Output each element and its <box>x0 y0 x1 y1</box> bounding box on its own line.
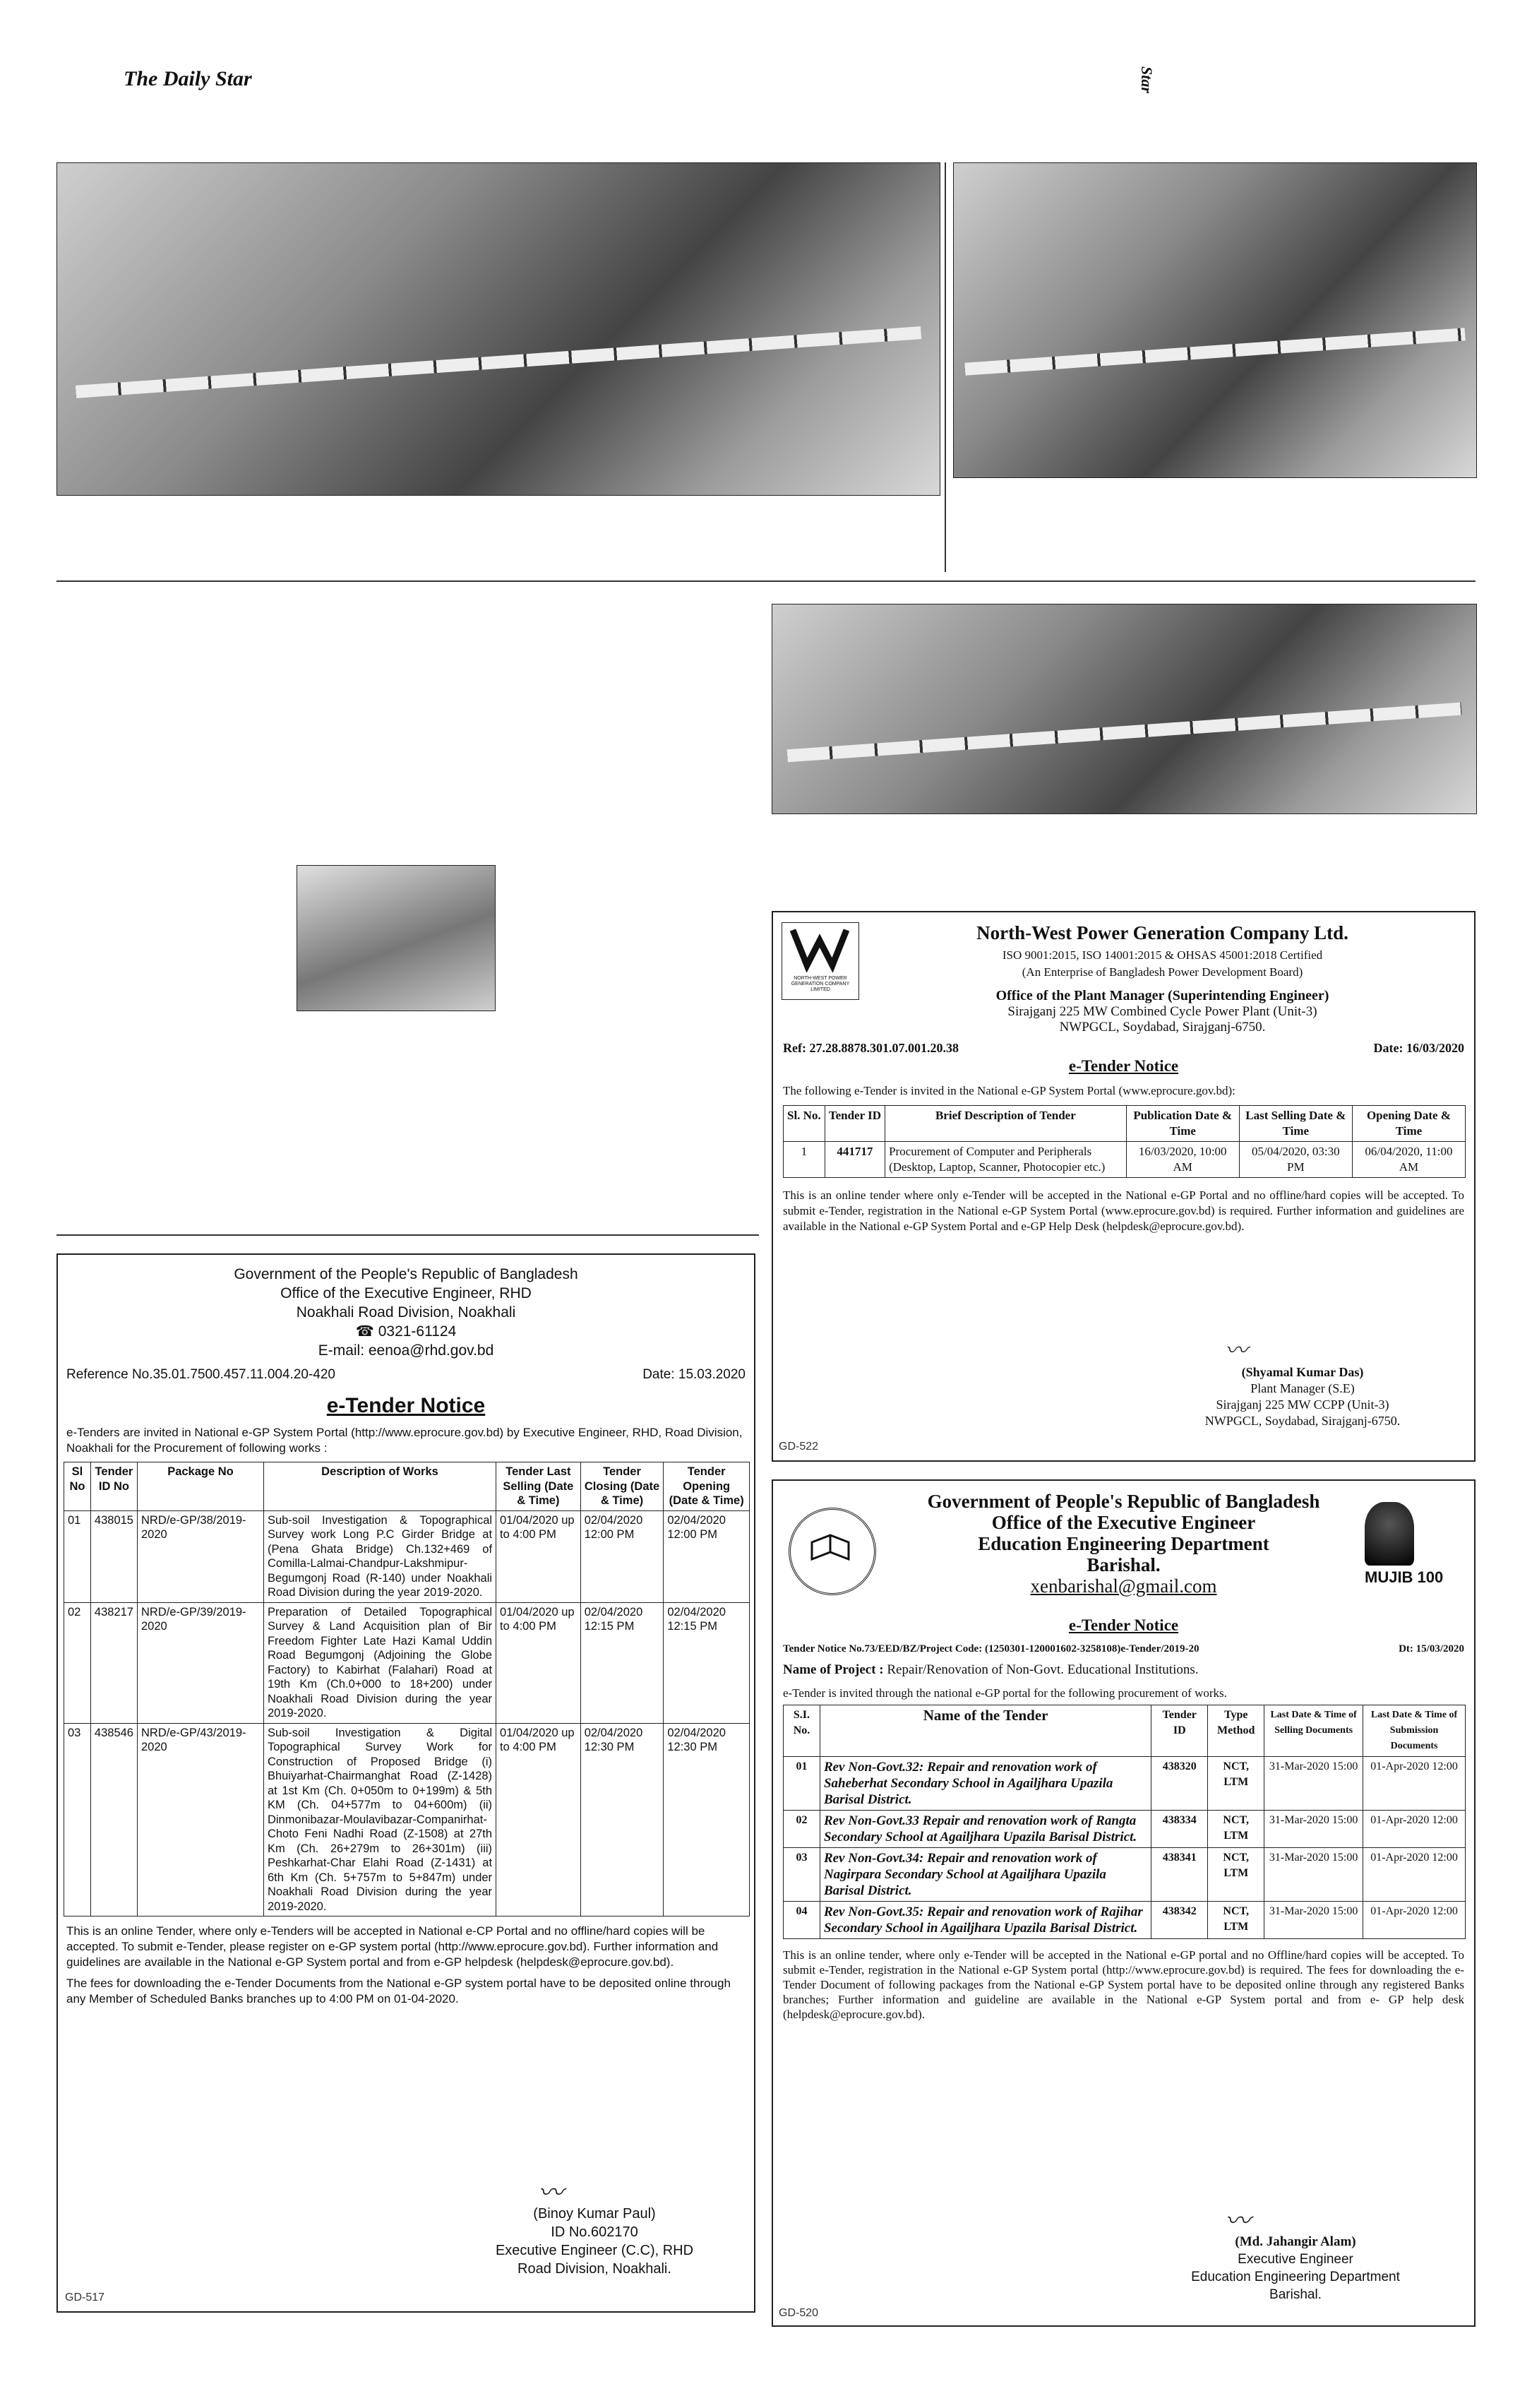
col-header: Sl. No. <box>784 1106 825 1142</box>
eed-logo-seal <box>789 1508 876 1595</box>
cell: 05/04/2020, 03:30 PM <box>1239 1142 1352 1178</box>
cell: 31-Mar-2020 15:00 <box>1264 1902 1363 1939</box>
table-row <box>64 1510 750 1602</box>
cell: 16/03/2020, 10:00 AM <box>1126 1142 1239 1178</box>
nwpgcl-signer-plant: Sirajganj 225 MW CCPP (Unit-3) <box>1216 1397 1389 1412</box>
cell: 01/04/2020 up to 4:00 PM <box>496 1510 581 1602</box>
col-header: Tender ID <box>1151 1705 1208 1757</box>
eed-footer: This is an online tender, where only e-Tender will be accepted in the National e-GP portal and no Offline/hard copies will be accepted. To submit e-Tender, registration in the National e-GP System portal (http://www.eprocure.gov.bd) is required. The fees for downloading the e-Tender Document of following packages from the National e-GP System portal have to be deposited online through any registered Banks branches; Further information and guideline are available in the National e-GP System portal and from e- GP help desk (helpdesk@eprocure.gov.bd). <box>783 1948 1464 2021</box>
mujib-100-text: MUJIB 100 <box>1365 1568 1444 1586</box>
eed-tender-ad <box>772 1479 1476 2327</box>
rhd-ad-code: GD-517 <box>65 2291 105 2303</box>
cell: 02/04/2020 12:00 PM <box>664 1510 750 1602</box>
eed-signer-city: Barishal. <box>1269 2287 1322 2302</box>
eed-ad-code: GD-520 <box>779 2307 819 2319</box>
col-header: Opening Date & Time <box>1352 1106 1465 1142</box>
book-icon <box>791 1510 870 1589</box>
nwpgcl-tender-table <box>783 1105 1466 1178</box>
side-masthead-mark: Star <box>1137 66 1156 93</box>
eed-project: Repair/Renovation of Non-Govt. Educational Institutions. <box>887 1662 1199 1677</box>
cell: Sub-soil Investigation & Digital Topographical Survey Work for Construction of Proposed Bridge (i) Bhuiyarhat-Chairmanghat Road (Z-1428) at 1st Km (Ch. 0+050m to 0+199m) & 5th KM (Ch. 04+577m to 04+600m) (ii) Dinmonibazar-Moulavibazar-Companirhat-Choto Feni Nadhi Road (Z-1508) at 27th Km (Ch. 26+279m to 26+301m) (iii) Peshkarhat-Char Elahi Road (Z-1431) at 6th Km (Ch. 5+757m to 5+847m) under Noakhali Road Division during the year 2019-2020. <box>263 1723 496 1917</box>
rhd-tender-ad <box>56 1253 755 2313</box>
nwpgcl-footer: This is an online tender where only e-Tender will be accepted in the National e-GP Portal and no offline/hard copies will be accepted. To submit e-Tender, registration in the National e-GP System Portal (www.eprocure.gov.bd) is required. Further information and guidelines are available in the National e-GP System Portal and e-GP Help Desk (helpdesk@eprocure.gov.bd). <box>783 1188 1464 1233</box>
eed-intro: e-Tender is invited through the national e-GP portal for the following procurement of works. <box>783 1686 1227 1700</box>
col-header: Package No <box>137 1462 263 1511</box>
col-header: Type Method <box>1208 1705 1264 1757</box>
rhd-title: e-Tender Notice <box>326 1394 486 1417</box>
nwpgcl-ad-code: GD-522 <box>779 1441 819 1453</box>
cell: Rev Non-Govt.35: Repair and renovation work of Rajihar Secondary School in Agailjhara Upazila Barisal District. <box>820 1902 1151 1939</box>
ribbon-cutting-photo-middle <box>772 604 1477 814</box>
cell: 438341 <box>1151 1848 1208 1902</box>
nwpgcl-company: North-West Power Generation Company Ltd. <box>976 922 1348 943</box>
cell: 438217 <box>90 1602 137 1723</box>
cell: 01-Apr-2020 12:00 <box>1363 1811 1466 1848</box>
ribbon-cutting-photo-left <box>56 162 940 496</box>
nwpgcl-tender-ad <box>772 911 1476 1462</box>
cell: 01 <box>64 1510 91 1602</box>
rhd-gov-line: Government of the People's Republic of Bangladesh <box>234 1266 578 1282</box>
col-header: Last Date & Time of Submission Documents <box>1363 1705 1466 1757</box>
eed-email: xenbarishal@gmail.com <box>1030 1575 1217 1597</box>
nwpgcl-office: Office of the Plant Manager (Superintending Engineer) <box>995 988 1329 1003</box>
cell: NCT, LTM <box>1208 1902 1264 1939</box>
cell: Rev Non-Govt.32: Repair and renovation work of Saheberhat Secondary School in Agailjhara Upazila Barisal District. <box>820 1757 1151 1811</box>
eed-dept-line: Education Engineering Department <box>978 1533 1269 1554</box>
cell: 438342 <box>1151 1902 1208 1939</box>
col-header: Publication Date & Time <box>1126 1106 1239 1142</box>
cell: 06/04/2020, 11:00 AM <box>1352 1142 1465 1178</box>
nwpgcl-intro: The following e-Tender is invited in the National e-GP System Portal (www.eprocure.gov.bd): <box>783 1084 1235 1097</box>
cell: 31-Mar-2020 15:00 <box>1264 1757 1363 1811</box>
col-header: Last Selling Date & Time <box>1239 1106 1352 1142</box>
cell: 02 <box>64 1602 91 1723</box>
nwpgcl-logo <box>782 922 859 1000</box>
rhd-signer-id: ID No.602170 <box>551 2224 638 2240</box>
cell: 03 <box>784 1848 820 1902</box>
mujib-100-badge <box>1365 1502 1464 1594</box>
cell: 02/04/2020 12:30 PM <box>580 1723 664 1917</box>
cell: NCT, LTM <box>1208 1848 1264 1902</box>
rhd-footer-fees: The fees for downloading the e-Tender Documents from the National e-GP system portal have to be deposited online through any Member of Scheduled Banks branches up to 4:00 PM on 01-04-2020. <box>66 1977 731 2005</box>
eed-signature-scribble: 〰 <box>1225 2207 1251 2236</box>
cell: 01/04/2020 up to 4:00 PM <box>496 1602 581 1723</box>
eed-signature-block <box>1140 2233 1451 2303</box>
rhd-signer-name: (Binoy Kumar Paul) <box>533 2206 656 2222</box>
eed-signer-dept: Education Engineering Department <box>1191 2270 1400 2284</box>
column-divider <box>945 162 946 572</box>
cell: Sub-soil Investigation & Topographical Survey work Long P.C Girder Bridge at (Pena Ghata Bridge) Ch.132+469 of Comilla-Lalmai-Chandpur-Lakshmipur-Begumgonj Road (R-140) under Noakhali Road Division during the year 2019-2020. <box>263 1510 496 1602</box>
portrait-icon <box>1365 1502 1414 1566</box>
cell: Rev Non-Govt.34: Repair and renovation work of Nagirpara Secondary School at Agailjhara Upazila Barisal District. <box>820 1848 1151 1902</box>
cell: Rev Non-Govt.33 Repair and renovation work of Rangta Secondary School at Agailjhara Upazila Barisal District. <box>820 1811 1151 1848</box>
cell: 438334 <box>1151 1811 1208 1848</box>
portrait-photo <box>297 865 496 1011</box>
col-header: Last Date & Time of Selling Documents <box>1264 1705 1363 1757</box>
cell: NCT, LTM <box>1208 1757 1264 1811</box>
col-header: Brief Description of Tender <box>885 1106 1127 1142</box>
cell: Preparation of Detailed Topographical Survey & Land Acquisition plan of Bir Freedom Fighter Late Hazi Kamal Uddin Road Begumgonj (Adjoining the Globe Factory) to Kabirhat (Falahari) Road at 19th Km (Ch.0+000 to 18+200) under Noakhali Road Division during the year 2019-2020. <box>263 1602 496 1723</box>
nwpgcl-enterprise: (An Enterprise of Bangladesh Power Development Board) <box>1022 965 1303 979</box>
eed-title: e-Tender Notice <box>1068 1616 1179 1634</box>
cell: 02 <box>784 1811 820 1848</box>
rhd-signer-title: Executive Engineer (C.C), RHD <box>495 2243 694 2258</box>
left-column-divider <box>56 1234 759 1236</box>
col-header: S.I. No. <box>784 1705 820 1757</box>
nwpgcl-iso: ISO 9001:2015, ISO 14001:2015 & OHSAS 45001:2018 Certified <box>1002 948 1323 962</box>
rhd-signature-block <box>453 2205 736 2278</box>
rhd-phone: ☎ 0321-61124 <box>355 1323 457 1340</box>
eed-city-line: Barishal. <box>1087 1554 1161 1575</box>
eed-notice-no: Tender Notice No.73/EED/BZ/Project Code: (1250301-120001602-3258108)e-Tender/2019-20 <box>783 1643 1199 1655</box>
table-row <box>784 1902 1466 1939</box>
nwpgcl-signer-name: (Shyamal Kumar Das) <box>1241 1365 1364 1379</box>
nwpgcl-ref: Ref: 27.28.8878.301.07.001.20.38 <box>783 1041 959 1055</box>
cell: 31-Mar-2020 15:00 <box>1264 1848 1363 1902</box>
rhd-email: E-mail: eenoa@rhd.gov.bd <box>318 1342 494 1359</box>
nwpgcl-title: e-Tender Notice <box>1068 1057 1179 1075</box>
table-header-row <box>784 1705 1466 1757</box>
masthead-logo: The Daily Star <box>124 67 252 90</box>
rhd-signer-office: Road Division, Noakhali. <box>517 2261 671 2277</box>
cell: 02/04/2020 12:15 PM <box>664 1602 750 1723</box>
col-header: Tender ID <box>825 1106 885 1142</box>
table-header-row <box>784 1106 1466 1142</box>
table-row <box>64 1602 750 1723</box>
cell: 01-Apr-2020 12:00 <box>1363 1848 1466 1902</box>
nwpgcl-signature-scribble: 〰 <box>1225 1337 1248 1364</box>
nwpgcl-logo-text: NORTH-WEST POWER GENERATION COMPANY LIMITED <box>791 976 850 992</box>
cell: 01 <box>784 1757 820 1811</box>
cell: 02/04/2020 12:30 PM <box>664 1723 750 1917</box>
eed-signer-name: (Md. Jahangir Alam) <box>1235 2234 1356 2249</box>
rhd-tender-table <box>64 1462 750 1917</box>
cell: 438546 <box>90 1723 137 1917</box>
cell: 01/04/2020 up to 4:00 PM <box>496 1723 581 1917</box>
cell: 1 <box>784 1142 825 1178</box>
rhd-office-line: Office of the Executive Engineer, RHD <box>280 1285 532 1301</box>
table-row <box>784 1848 1466 1902</box>
rhd-signature-scribble: 〰 <box>538 2178 564 2207</box>
nwpgcl-signature-block <box>1154 1364 1451 1429</box>
nwpgcl-date: Date: 16/03/2020 <box>1373 1041 1464 1055</box>
col-header: Sl No <box>64 1462 91 1511</box>
cell: NCT, LTM <box>1208 1811 1264 1848</box>
rhd-division-line: Noakhali Road Division, Noakhali <box>296 1304 516 1321</box>
col-header: Tender Opening (Date & Time) <box>664 1462 750 1511</box>
eed-gov-line: Government of People's Republic of Bangladesh <box>927 1491 1320 1512</box>
eed-project-label: Name of Project : <box>783 1662 884 1677</box>
rhd-footer-online: This is an online Tender, where only e-Tenders will be accepted in National e-CP Portal and no offline/hard copies will be accepted. To submit e-Tender, please register on e-GP system portal (http://www.eprocure.gov.bd). Further information and guidelines are available in the National e-GP System portal and from e-GP helpdesk (helpdesk@eprocure.gov.bd). <box>66 1924 719 1969</box>
cell: Procurement of Computer and Peripherals (Desktop, Laptop, Scanner, Photocopier etc.) <box>885 1142 1127 1178</box>
nwpgcl-plant: Sirajganj 225 MW Combined Cycle Power Plant (Unit-3) <box>1007 1004 1317 1019</box>
ribbon-cutting-photo-right <box>953 162 1477 478</box>
cell: 04 <box>784 1902 820 1939</box>
col-header: Tender Last Selling (Date & Time) <box>496 1462 581 1511</box>
col-header: Tender ID No <box>90 1462 137 1511</box>
table-row <box>784 1757 1466 1811</box>
eed-office-line: Office of the Executive Engineer <box>991 1512 1256 1533</box>
cell: 441717 <box>825 1142 885 1178</box>
cell: 438015 <box>90 1510 137 1602</box>
col-header: Description of Works <box>263 1462 496 1511</box>
table-row <box>64 1723 750 1917</box>
nwpgcl-address: NWPGCL, Soydabad, Sirajganj-6750. <box>1059 1020 1266 1035</box>
nwpgcl-logo-icon <box>782 923 857 972</box>
cell: 31-Mar-2020 15:00 <box>1264 1811 1363 1848</box>
table-row <box>784 1811 1466 1848</box>
eed-signer-title: Executive Engineer <box>1238 2252 1353 2267</box>
eed-tender-table <box>783 1705 1466 1939</box>
cell: 01-Apr-2020 12:00 <box>1363 1902 1466 1939</box>
col-header: Name of the Tender <box>820 1705 1151 1757</box>
cell: NRD/e-GP/39/2019-2020 <box>137 1602 263 1723</box>
cell: 03 <box>64 1723 91 1917</box>
nwpgcl-signer-address: NWPGCL, Soydabad, Sirajganj-6750. <box>1204 1414 1401 1428</box>
cell: 01-Apr-2020 12:00 <box>1363 1757 1466 1811</box>
eed-notice-date: Dt: 15/03/2020 <box>1399 1643 1464 1655</box>
cell: NRD/e-GP/43/2019-2020 <box>137 1723 263 1917</box>
cell: 02/04/2020 12:15 PM <box>580 1602 664 1723</box>
col-header: Tender Closing (Date & Time) <box>580 1462 664 1511</box>
cell: NRD/e-GP/38/2019-2020 <box>137 1510 263 1602</box>
rhd-date: Date: 15.03.2020 <box>642 1367 746 1382</box>
section-divider <box>56 580 1476 582</box>
nwpgcl-signer-title: Plant Manager (S.E) <box>1250 1381 1355 1395</box>
cell: 438320 <box>1151 1757 1208 1811</box>
table-header-row <box>64 1462 750 1511</box>
rhd-intro: e-Tenders are invited in National e-GP System Portal (http://www.eprocure.gov.bd) by Executive Engineer, RHD, Road Division, Noakhali for the Procurement of following works : <box>66 1426 743 1455</box>
rhd-reference: Reference No.35.01.7500.457.11.004.20-420 <box>66 1367 336 1382</box>
table-row <box>784 1142 1466 1178</box>
cell: 02/04/2020 12:00 PM <box>580 1510 664 1602</box>
